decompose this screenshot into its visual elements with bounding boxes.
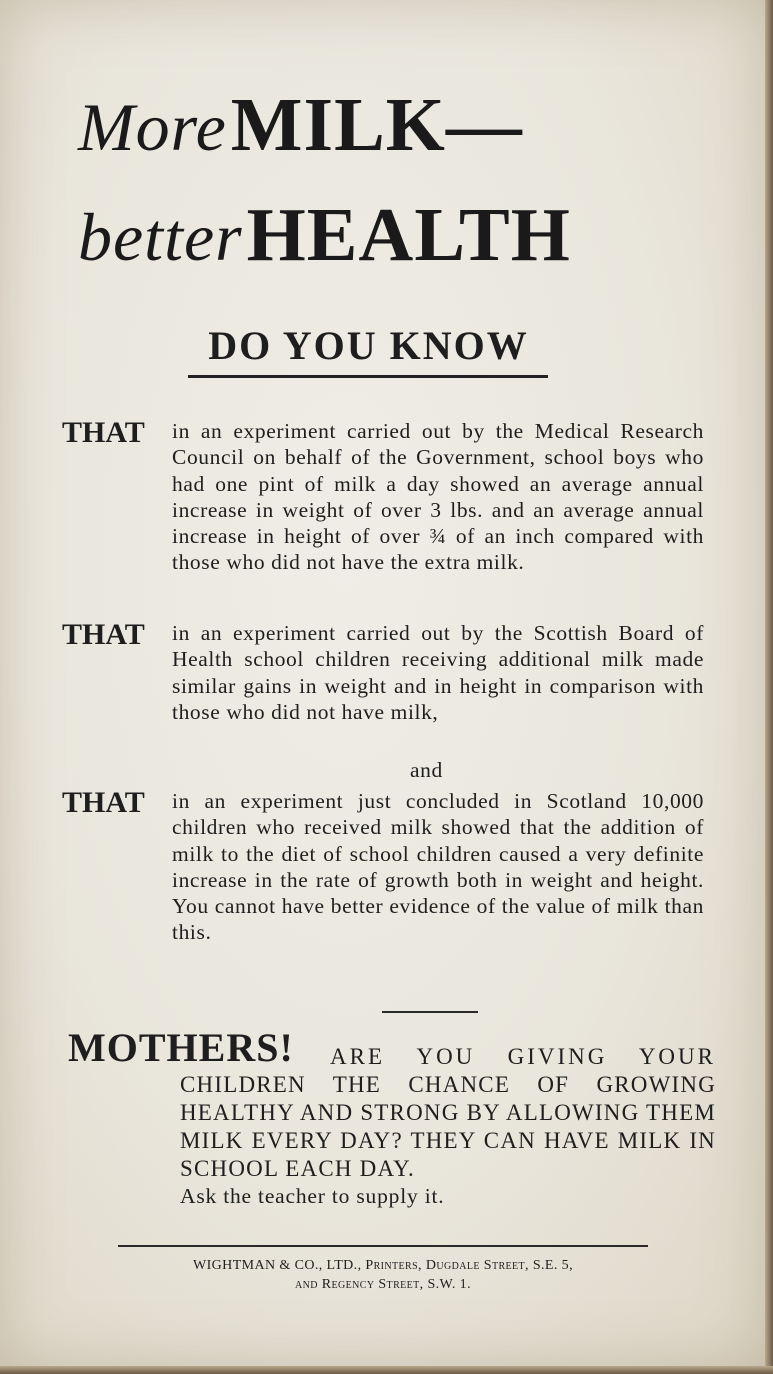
title-more: More [78, 89, 227, 165]
do-you-know-heading: DO YOU KNOW [208, 323, 529, 368]
title-health: HEALTH [246, 193, 571, 277]
appeal-closing: Ask the teacher to supply it. [180, 1184, 445, 1208]
section-divider [382, 1011, 478, 1013]
appeal-first-line: ARE YOU GIVING YOUR [330, 1044, 716, 1069]
fact-2-text: in an experiment carried out by the Scottish Board of Health school children receiving additional milk made similar gains in weight and in height in comparison with those who did not have milk, [172, 621, 704, 724]
title-line-2 [78, 192, 571, 279]
title-better: better [78, 199, 243, 275]
fact-3-text: in an experiment just concluded in Scotland 10,000 children who received milk showed that the addition of milk to the diet of school children caused a very definite increase in the rate of growth both in weight and height. You cannot have better evidence of the value of milk than this. [172, 789, 704, 945]
fact-2-lead: THAT [62, 618, 145, 651]
title-line-1 [78, 82, 523, 169]
fact-1-text: in an experiment carried out by the Medical Research Council on behalf of the Government, school boys who had one pint of milk a day showed an average annual increase in weight of over 3 lbs. and an average annual increase in height of over ¾ of an inch compared with those who did not have the extra milk. [172, 419, 704, 575]
imprint-line-2: and Regency Street, S.W. 1. [295, 1277, 471, 1292]
appeal-body: CHILDREN THE CHANCE OF GROWING HEALTHY AND STRONG BY ALLOWING THEM MILK EVERY DAY? THEY CAN HAVE MILK IN SCHOOL EACH DAY. [180, 1072, 716, 1181]
fact-3-lead: THAT [62, 786, 145, 819]
fact-1-lead: THAT [62, 416, 145, 449]
paper-edge-right [765, 0, 773, 1374]
imprint-line-1: WIGHTMAN & CO., LTD., Printers, Dugdale Street, S.E. 5, [193, 1258, 573, 1273]
mothers-lead: MOTHERS! [68, 1025, 294, 1070]
connector-and: and [410, 758, 443, 782]
printer-imprint [118, 1256, 648, 1294]
title-milk: MILK— [230, 83, 523, 167]
heading-underline [188, 375, 548, 378]
paper-edge-bottom [0, 1366, 773, 1374]
footer-rule [118, 1245, 648, 1247]
